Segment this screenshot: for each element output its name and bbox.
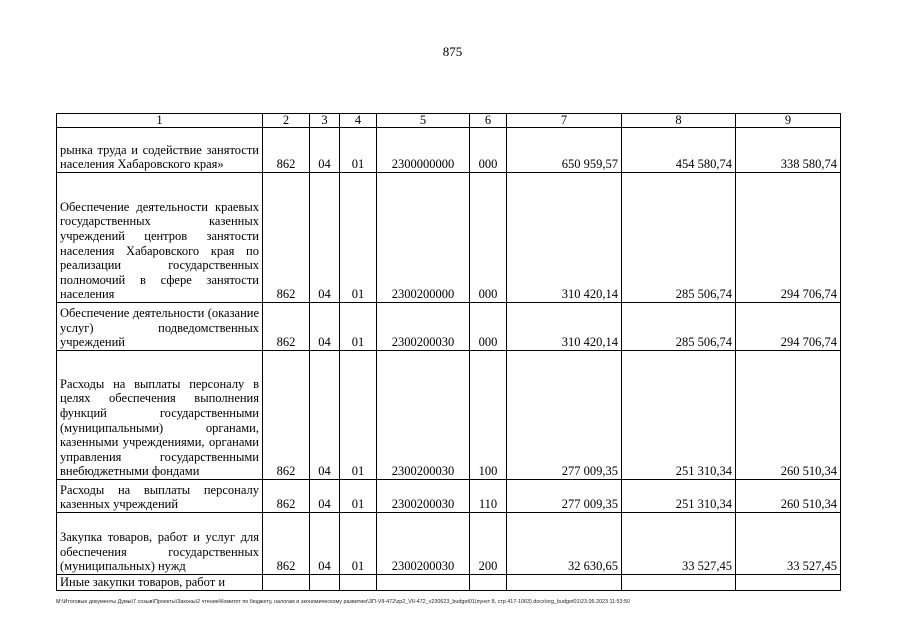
cell-amount-8: 251 310,34 [622,351,736,480]
row-description: Расходы на выплаты персоналу в целях обеспечения выполнения функций государственными (муниципальными) органами, казенными учреждениями, органами управления государственными внебюджетными фондами [57,351,263,480]
cell-amount-7: 310 420,14 [507,303,622,351]
cell-amount-9: 338 580,74 [736,128,841,173]
row-description: рынка труда и содействие занятости населения Хабаровского края» [57,128,263,173]
cell-section: 04 [310,303,340,351]
cell-code: 862 [263,351,310,480]
column-header: 1 [57,114,263,128]
cell-expense-type: 110 [470,480,507,513]
cell-expense-type: 000 [470,173,507,303]
cell-code: 862 [263,303,310,351]
cell-amount-9: 294 706,74 [736,173,841,303]
cell-target-article: 2300200030 [377,513,470,575]
table-row [57,173,841,303]
column-header: 3 [310,114,340,128]
cell-amount-7: 277 009,35 [507,480,622,513]
row-description: Закупка товаров, работ и услуг для обеспечения государственных (муниципальных) нужд [57,513,263,575]
table-header-row [57,114,841,128]
cell-subsection: 01 [340,128,377,173]
cell-subsection: 01 [340,351,377,480]
table-row [57,513,841,575]
cell-subsection: 01 [340,303,377,351]
cell-target-article: 2300200030 [377,351,470,480]
cell-amount-8: 454 580,74 [622,128,736,173]
cell-amount-9: 294 706,74 [736,303,841,351]
cell-subsection [340,575,377,591]
column-header: 6 [470,114,507,128]
cell-amount-7: 277 009,35 [507,351,622,480]
cell-amount-8: 285 506,74 [622,303,736,351]
cell-amount-8 [622,575,736,591]
column-header: 5 [377,114,470,128]
cell-amount-8: 285 506,74 [622,173,736,303]
cell-expense-type: 000 [470,128,507,173]
cell-expense-type [470,575,507,591]
page-number: 875 [442,44,463,59]
cell-subsection: 01 [340,513,377,575]
cell-expense-type: 200 [470,513,507,575]
cell-section: 04 [310,351,340,480]
cell-section: 04 [310,513,340,575]
cell-amount-8: 33 527,45 [622,513,736,575]
column-header: 9 [736,114,841,128]
table-row [57,128,841,173]
table-row [57,575,841,591]
cell-subsection: 01 [340,480,377,513]
cell-code: 862 [263,513,310,575]
cell-target-article: 2300200030 [377,303,470,351]
cell-amount-7: 310 420,14 [507,173,622,303]
table-row [57,351,841,480]
table-row [57,480,841,513]
row-description: Обеспечение деятельности краевых государственных казенных учреждений центров занятости населения Хабаровского края по реализации государственных полномочий в сфере занятости населения [57,173,263,303]
row-description: Расходы на выплаты персоналу казенных учреждений [57,480,263,513]
cell-section: 04 [310,480,340,513]
cell-section [310,575,340,591]
cell-section: 04 [310,173,340,303]
cell-amount-9: 33 527,45 [736,513,841,575]
column-header: 2 [263,114,310,128]
footer-file-path: M:\Итоговые документы Думы\7 созыв\Проекты\Законы\2 чтение\Комитет по бюджету, налогам и экономическому развитию\ЗП-VII-472\zp2_VII-472_v230623_budget01(пункт 8, стр.417-1063).docx\org_budget01\23.06.2023 11:53:50 [56,599,631,605]
cell-target-article: 2300200000 [377,173,470,303]
cell-amount-9: 260 510,34 [736,480,841,513]
cell-expense-type: 000 [470,303,507,351]
cell-amount-7: 650 959,57 [507,128,622,173]
cell-amount-7 [507,575,622,591]
row-description: Иные закупки товаров, работ и [57,575,263,591]
cell-amount-7: 32 630,65 [507,513,622,575]
cell-subsection: 01 [340,173,377,303]
cell-code: 862 [263,128,310,173]
cell-code: 862 [263,480,310,513]
cell-amount-9: 260 510,34 [736,351,841,480]
budget-table [56,113,841,591]
column-header: 7 [507,114,622,128]
cell-target-article [377,575,470,591]
row-description: Обеспечение деятельности (оказание услуг) подведомственных учреждений [57,303,263,351]
cell-target-article: 2300200030 [377,480,470,513]
column-header: 4 [340,114,377,128]
cell-code [263,575,310,591]
cell-expense-type: 100 [470,351,507,480]
table-row [57,303,841,351]
cell-section: 04 [310,128,340,173]
cell-code: 862 [263,173,310,303]
column-header: 8 [622,114,736,128]
cell-target-article: 2300000000 [377,128,470,173]
cell-amount-9 [736,575,841,591]
cell-amount-8: 251 310,34 [622,480,736,513]
